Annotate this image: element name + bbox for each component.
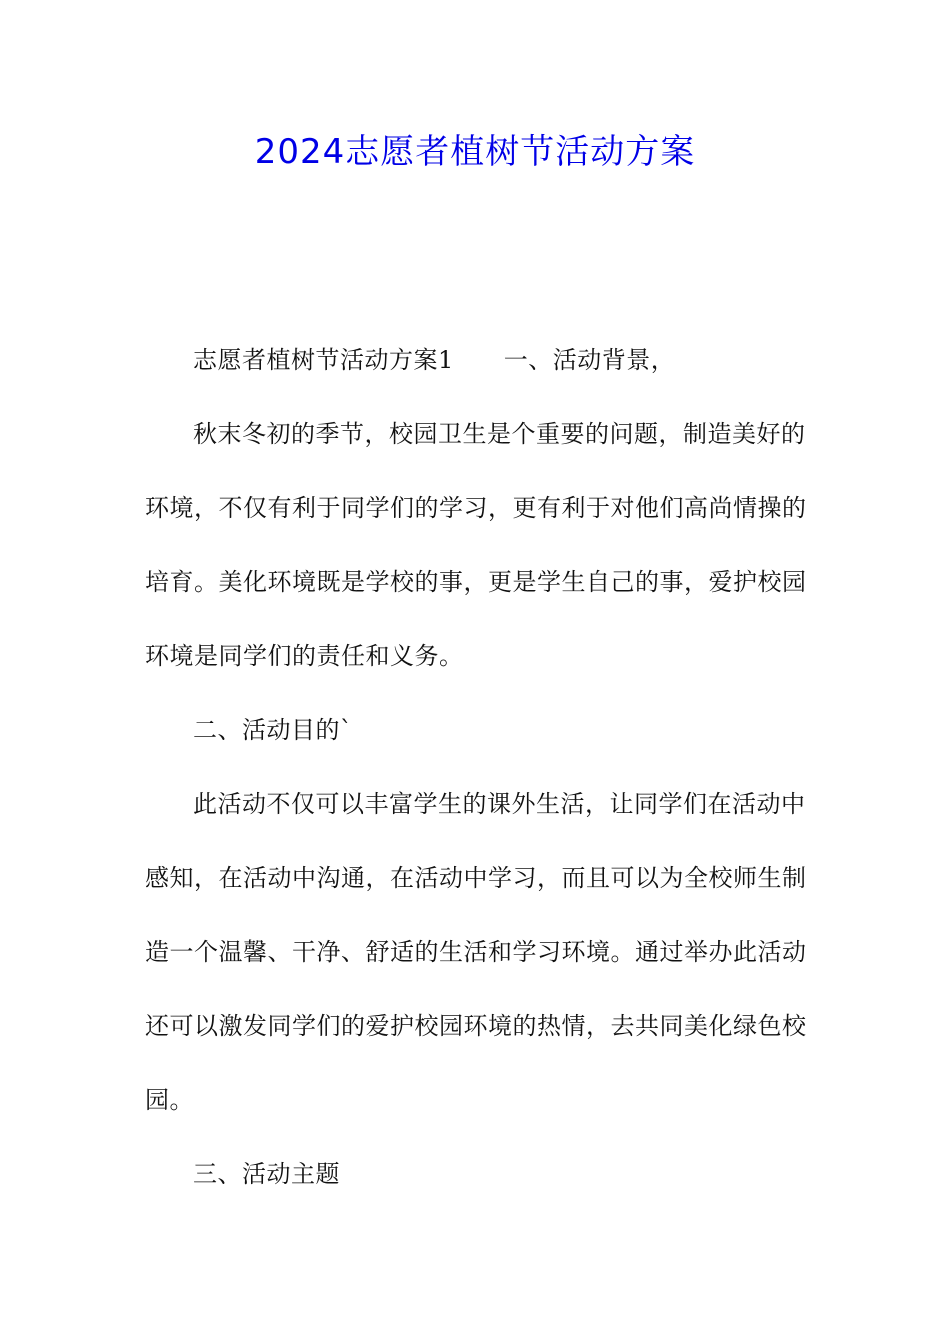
text-line: 还可以激发同学们的爱护校园环境的热情，去共同美化绿色校	[145, 1012, 807, 1040]
paragraph-heading-line	[145, 323, 805, 397]
text-line: 环境，不仅有利于同学们的学习，更有利于对他们高尚情操的	[145, 494, 807, 522]
section-heading-background: 一、活动背景，	[503, 346, 676, 374]
section-heading-purpose: 二、活动目的`	[193, 716, 353, 744]
text-line: 园。	[145, 1086, 194, 1114]
plan-subtitle: 志愿者植树节活动方案1	[193, 346, 454, 374]
section-heading-theme: 三、活动主题	[193, 1160, 340, 1188]
document-body	[145, 323, 805, 1211]
text-line: 造一个温馨、干净、舒适的生活和学习环境。通过举办此活动	[145, 938, 807, 966]
text-line: 秋末冬初的季节，校园卫生是个重要的问题，制造美好的	[193, 420, 806, 448]
text-line: 培育。美化环境既是学校的事，更是学生自己的事，爱护校园	[145, 568, 807, 596]
text-line: 环境是同学们的责任和义务。	[145, 642, 464, 670]
document-title: 2024志愿者植树节活动方案	[254, 132, 696, 172]
text-line: 此活动不仅可以丰富学生的课外生活，让同学们在活动中	[193, 790, 806, 818]
text-line: 感知，在活动中沟通，在活动中学习，而且可以为全校师生制	[145, 864, 807, 892]
